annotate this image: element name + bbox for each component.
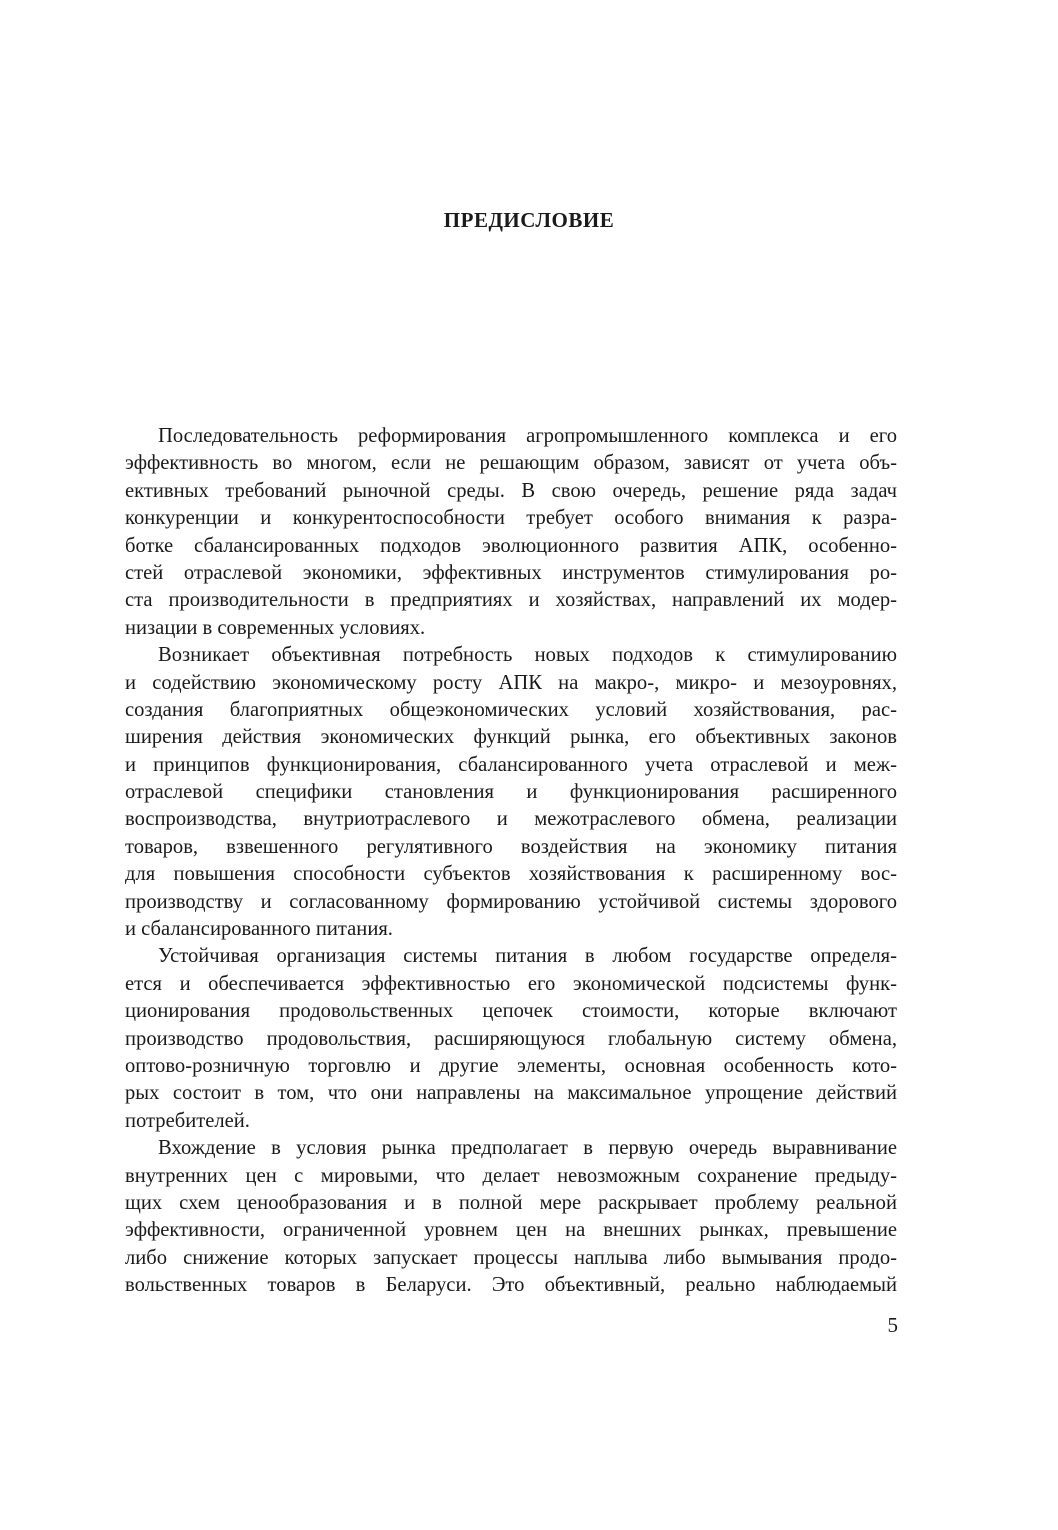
- text-line: либо снижение которых запускает процессы наплыва либо вымывания продо-: [125, 1246, 897, 1269]
- paragraph: [125, 943, 897, 1135]
- text-line: производство продовольствия, расширяющуюся глобальную систему обмена,: [125, 1027, 897, 1050]
- text-line: товаров, взвешенного регулятивного воздействия на экономику питания: [125, 835, 897, 858]
- text-line: внутренних цен с мировыми, что делает невозможным сохранение предыду-: [125, 1164, 897, 1187]
- text-line: эффективности, ограниченной уровнем цен на внешних рынках, превышение: [125, 1219, 897, 1242]
- text-line: ективных требований рыночной среды. В свою очередь, решение ряда задач: [125, 479, 897, 502]
- text-line: Устойчивая организация системы питания в любом государстве определя-: [158, 945, 897, 968]
- text-line: Возникает объективная потребность новых подходов к стимулированию: [158, 644, 897, 667]
- text-line: ционирования продовольственных цепочек стоимости, которые включают: [125, 1000, 897, 1023]
- text-line: воспроизводства, внутриотраслевого и межотраслевого обмена, реализации: [125, 808, 897, 831]
- text-line: рых состоит в том, что они направлены на максимальное упрощение действий: [125, 1082, 897, 1105]
- text-line: потребителей.: [125, 1109, 250, 1132]
- text-line: создания благоприятных общеэкономических условий хозяйствования, рас-: [125, 698, 897, 721]
- text-line: ботке сбалансированных подходов эволюционного развития АПК, особенно-: [125, 534, 897, 557]
- text-line: Последовательность реформирования агропромышленного комплекса и его: [158, 425, 897, 447]
- text-line: и принципов функционирования, сбалансированного учета отраслевой и меж-: [125, 753, 897, 776]
- text-line: конкуренции и конкурентоспособности требует особого внимания к разра-: [125, 507, 897, 530]
- text-line: вольственных товаров в Беларуси. Это объективный, реально наблюдаемый: [125, 1274, 897, 1297]
- text-line: щих схем ценообразования и в полной мере раскрывает проблему реальной: [125, 1191, 897, 1214]
- text-line: для повышения способности субъектов хозяйствования к расширенному вос-: [125, 863, 897, 886]
- page-number: 5: [887, 1313, 898, 1337]
- text-line: ширения действия экономических функций рынка, его объективных законов: [125, 726, 897, 749]
- text-line: эффективность во многом, если не решающим образом, зависят от учета объ-: [125, 452, 897, 475]
- text-line: ста производительности в предприятиях и хозяйствах, направлений их модер-: [125, 589, 897, 612]
- text-line: производству и согласованному формированию устойчивой системы здорового: [125, 890, 897, 913]
- paragraph: [125, 1135, 897, 1299]
- text-line: отраслевой специфики становления и функционирования расширенного: [125, 781, 897, 804]
- text-line: низации в современных условиях.: [125, 616, 426, 639]
- text-line: ется и обеспечивается эффективностью его экономической подсистемы функ-: [125, 972, 897, 995]
- text-line: оптово-розничную торговлю и другие элементы, основная особенность кото-: [125, 1054, 897, 1077]
- text-line: и сбалансированного питания.: [125, 918, 393, 941]
- paragraph: [125, 423, 897, 642]
- page-title: ПРЕДИСЛОВИЕ: [443, 208, 615, 232]
- body-text: [125, 423, 897, 1300]
- paragraph: [125, 642, 897, 943]
- text-line: Вхождение в условия рынка предполагает в первую очередь выравнивание: [158, 1137, 897, 1160]
- text-line: стей отраслевой экономики, эффективных инструментов стимулирования ро-: [125, 561, 897, 584]
- text-line: и содействию экономическому росту АПК на макро-, микро- и мезоуровнях,: [125, 671, 897, 694]
